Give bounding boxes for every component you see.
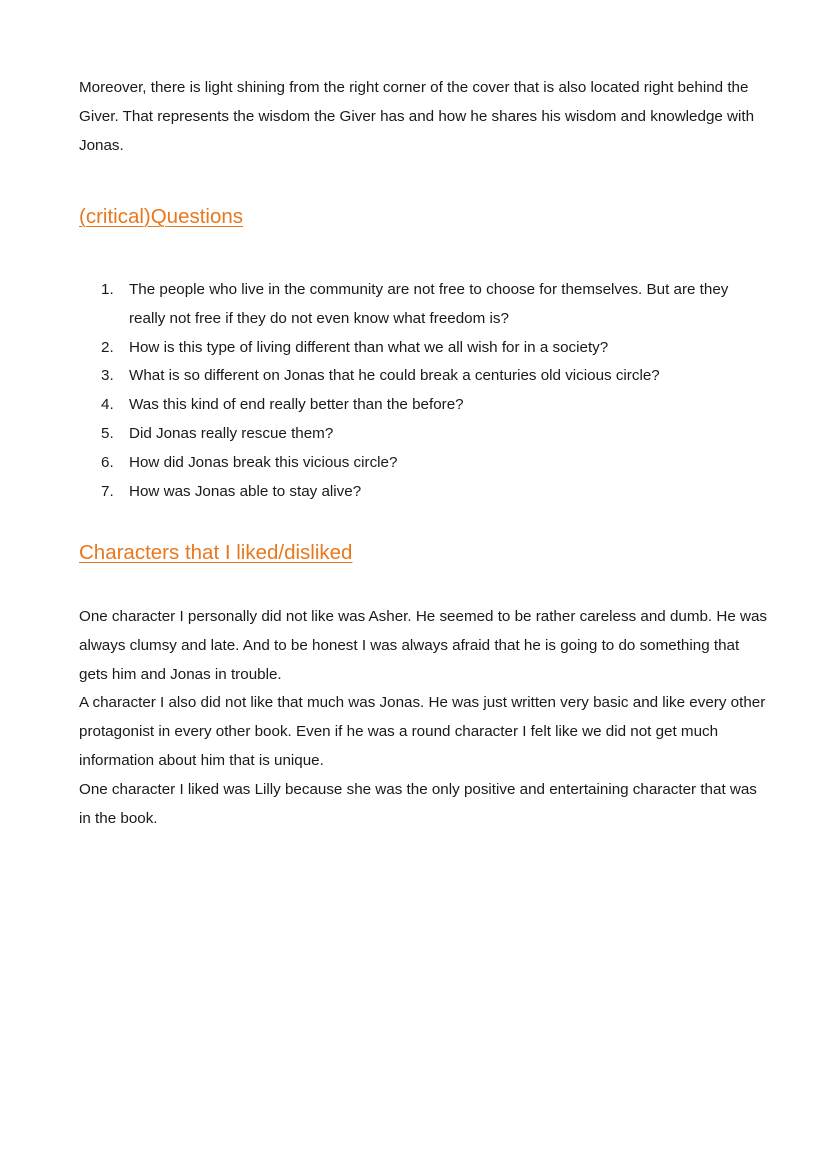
list-item-number: 1.: [101, 281, 114, 298]
list-item: [101, 449, 741, 478]
list-item: [101, 420, 741, 449]
list-item-text: The people who live in the community are not free to choose for themselves. But are they really not free if they do not even know what freedom is?: [129, 281, 729, 327]
list-item-number: 7.: [101, 482, 114, 500]
characters-heading: Characters that I liked/disliked: [79, 541, 353, 564]
intro-paragraph: Moreover, there is light shining from the right corner of the cover that is also located right behind the Giver. That represents the wisdom the Giver has and how he shares his wisdom and knowledge with Jonas.: [79, 79, 755, 154]
characters-paragraph-jonas: A character I also did not like that much was Jonas. He was just written very basic and like every other protagonist in every other book. Even if he was a round character I felt like we did not get much information about him that is unique.: [79, 694, 766, 769]
list-item-text: What is so different on Jonas that he could break a centuries old vicious circle?: [129, 367, 660, 385]
characters-body: [79, 603, 769, 833]
list-item-number: 4.: [101, 396, 114, 414]
list-item: [101, 334, 741, 363]
list-item-number: 5.: [101, 424, 114, 442]
list-item-number: 2.: [101, 338, 114, 356]
list-item-text: How is this type of living different than what we all wish for in a society?: [129, 338, 609, 356]
list-item-text: Did Jonas really rescue them?: [129, 424, 334, 442]
list-item-text: How was Jonas able to stay alive?: [129, 482, 362, 500]
list-item-text: Was this kind of end really better than the before?: [129, 396, 464, 414]
list-item: [101, 362, 741, 391]
list-item-text: How did Jonas break this vicious circle?: [129, 453, 398, 471]
list-item: [101, 478, 741, 507]
characters-paragraph-lilly: One character I liked was Lilly because she was the only positive and entertaining character that was in the book.: [79, 780, 757, 827]
questions-list: [101, 276, 741, 506]
characters-paragraph-asher: One character I personally did not like was Asher. He seemed to be rather careless and dumb. He was always clumsy and late. And to be honest I was always afraid that he is going to do something that gets him and Jonas in trouble.: [79, 608, 768, 683]
list-item: [101, 276, 741, 334]
questions-heading: (critical)Questions: [79, 205, 244, 228]
list-item-number: 3.: [101, 367, 114, 385]
list-item: [101, 391, 741, 420]
list-item-number: 6.: [101, 453, 114, 471]
